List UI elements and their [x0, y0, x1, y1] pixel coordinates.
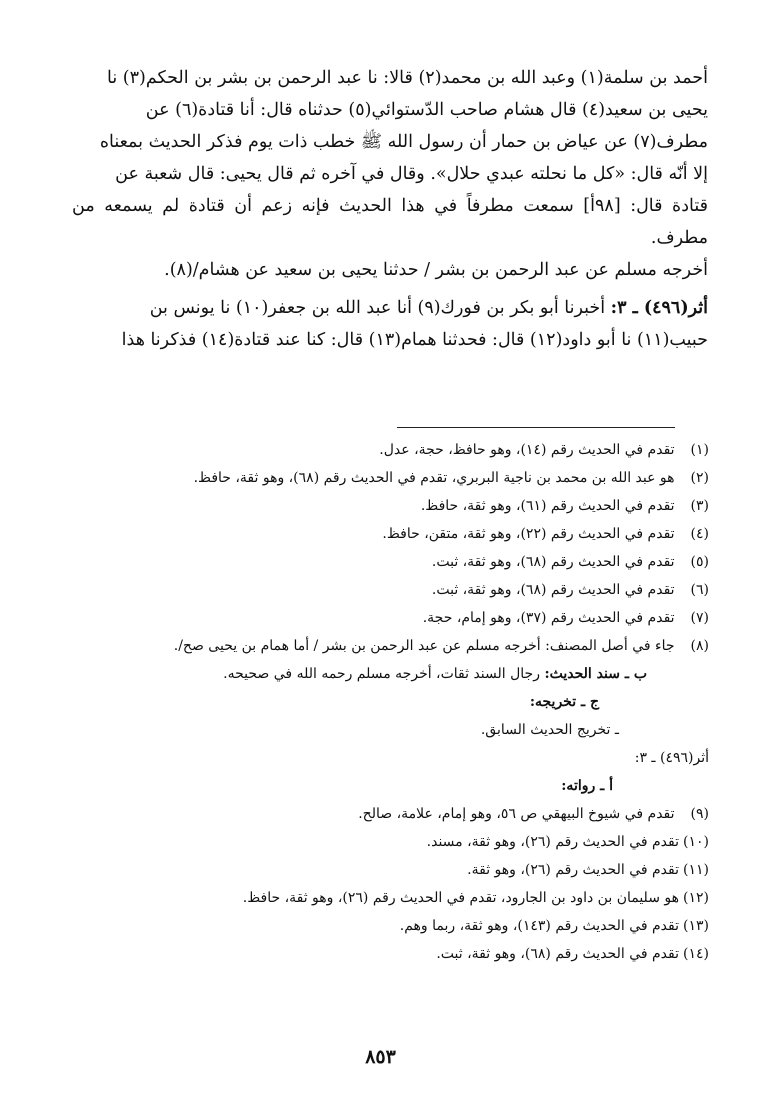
footnote-number: (٦): [690, 582, 709, 598]
takhrij-heading: [49, 688, 709, 716]
main-line-text: إلا أنّه قال: «كل ما نحلته عبدي حلال». وقال في آخره ثم قال يحيى: قال شعبة عن: [115, 164, 708, 184]
athar-note-heading: [49, 744, 709, 772]
footnote: [49, 576, 709, 604]
athar-label: أثر(٤٩٦) ـ ٣:: [610, 298, 708, 318]
main-line: [72, 158, 708, 190]
main-line-text: حبيب(١١) نا أبو داود(١٢) قال: فحدثنا همام(١٣) قال: كنا عند قتادة(١٤) فذكرنا هذا: [121, 330, 708, 350]
footnote: [49, 520, 709, 548]
footnote: [49, 828, 709, 856]
footnote-text: تقدم في الحديث رقم (١٤٣)، وهو ثقة، ربما وهم.: [399, 918, 679, 934]
footnote-number: (٣): [690, 498, 709, 514]
footnote-number: (١٣): [683, 918, 709, 934]
footnote: [49, 940, 709, 968]
footnote-text: تقدم في الحديث رقم (١٤)، وهو حافظ، حجة، عدل.: [379, 442, 675, 458]
footnote: [49, 632, 709, 660]
main-line: [72, 126, 708, 158]
footnote-text: جاء في أصل المصنف: أخرجه مسلم عن عبد الرحمن بن بشر / أما همام بن يحيى صح/.: [173, 638, 675, 654]
footnote-number: (٩): [690, 806, 709, 822]
athar-heading-line: [72, 292, 708, 324]
footnote-number: (١٠): [683, 834, 709, 850]
footnote: [49, 604, 709, 632]
footnote-text: تقدم في شيوخ البيهقي ص ٥٦، وهو إمام، علامة، صالح.: [358, 806, 675, 822]
main-line-text: أحمد بن سلمة(١) وعبد الله بن محمد(٢) قالا: نا عبد الرحمن بن بشر بن الحكم(٣) نا: [107, 68, 708, 88]
main-line-text: أخرجه مسلم عن عبد الرحمن بن بشر / حدثنا يحيى بن سعيد عن هشام/(٨).: [164, 260, 708, 280]
footnote-text: تقدم في الحديث رقم (٣٧)، وهو إمام، حجة.: [422, 610, 675, 626]
main-line: [72, 62, 708, 94]
footnote-text: هو عبد الله بن محمد بن ناجية البربري، تقدم في الحديث رقم (٦٨)، وهو ثقة، حافظ.: [193, 470, 675, 486]
footnote: [49, 464, 709, 492]
main-line-text: قتادة قال: [٩٨أ] سمعت مطرفاً في هذا الحديث فإنه زعم أن قتادة لم يسمعه من مطرف.: [72, 196, 708, 248]
footnote-number: (١٤): [683, 946, 709, 962]
footnote-text: تقدم في الحديث رقم (٢٦)، وهو ثقة، مسند.: [426, 834, 679, 850]
footnote-separator: [397, 427, 675, 428]
page-number: ٨٥٣: [365, 1046, 396, 1068]
footnote-text: تقدم في الحديث رقم (٢٦)، وهو ثقة.: [467, 862, 679, 878]
footnote-text: هو سليمان بن داود بن الجارود، تقدم في الحديث رقم (٢٦)، وهو ثقة، حافظ.: [242, 890, 679, 906]
main-line-text: يحيى بن سعيد(٤) قال هشام صاحب الدّستوائي(٥) حدثناه قال: أنا قتادة(٦) عن: [145, 100, 708, 120]
takhrij-line: [49, 716, 709, 744]
footnotes: [49, 436, 709, 968]
footnote: [49, 884, 709, 912]
footnote-number: (٨): [690, 638, 709, 654]
footnote: [49, 912, 709, 940]
footnote: [49, 856, 709, 884]
footnote-number: (٥): [690, 554, 709, 570]
footnote-number: (٤): [690, 526, 709, 542]
main-line: [72, 190, 708, 254]
footnote-number: (١٢): [683, 890, 709, 906]
footnote-number: (٧): [690, 610, 709, 626]
ruwat-heading: [49, 772, 709, 800]
main-line: [72, 254, 708, 286]
main-line: [72, 324, 708, 356]
main-text: [72, 62, 708, 356]
footnote-text: تقدم في الحديث رقم (٢٢)، وهو ثقة، متقن، حافظ.: [382, 526, 675, 542]
footnote: [49, 800, 709, 828]
takhrij-text: ـ تخريج الحديث السابق.: [480, 722, 619, 738]
main-line-text: أخبرنا أبو بكر بن فورك(٩) أنا عبد الله بن جعفر(١٠) نا يونس بن: [149, 298, 606, 318]
footnote-number: (١): [690, 442, 709, 458]
athar-note-label: أثر(٤٩٦) ـ ٣:: [634, 750, 709, 766]
footnote-number: (١١): [683, 862, 709, 878]
takhrij-label: ج ـ تخريجه:: [529, 694, 599, 710]
ruwat-label: أ ـ رواته:: [561, 778, 613, 794]
sanad-label: ب ـ سند الحديث:: [544, 666, 647, 682]
footnote-text: تقدم في الحديث رقم (٦٨)، وهو ثقة، ثبت.: [436, 946, 679, 962]
main-line-text: مطرف(٧) عن عياض بن حمار أن رسول الله ﷺ خطب ذات يوم فذكر الحديث بمعناه: [99, 132, 708, 152]
main-line: [72, 94, 708, 126]
footnote: [49, 436, 709, 464]
footnote-text: تقدم في الحديث رقم (٦٨)، وهو ثقة، ثبت.: [431, 554, 675, 570]
footnote-text: تقدم في الحديث رقم (٦١)، وهو ثقة، حافظ.: [420, 498, 675, 514]
footnote-number: (٢): [690, 470, 709, 486]
sanad-line: [49, 660, 709, 688]
footnote: [49, 492, 709, 520]
footnote-text: تقدم في الحديث رقم (٦٨)، وهو ثقة، ثبت.: [431, 582, 675, 598]
sanad-text: رجال السند ثقات، أخرجه مسلم رحمه الله في صحيحه.: [223, 666, 540, 682]
footnote: [49, 548, 709, 576]
